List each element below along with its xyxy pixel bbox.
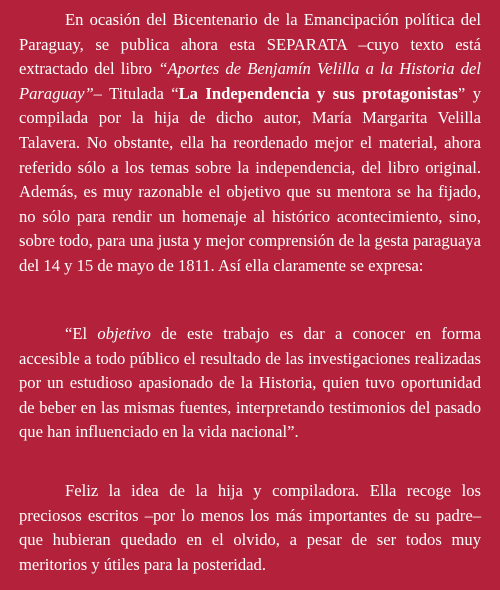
intro-text-b: – Titulada “ [93, 83, 179, 103]
closing-text: Feliz la idea de la hija y compiladora. Ella recoge los preciosos escritos –por lo menos los más importantes de su padre– que hubieran quedado en el olvido, a pesar de ser todos muy meritorios y útiles para la posteridad. [19, 481, 481, 574]
closing-paragraph [19, 479, 481, 577]
quote-text-b: de este trabajo es dar a conocer en forma accesible a todo público el resultado de las investigaciones realizadas por un estudioso apasionado de la Historia, quien tuvo oportunidad de beber en las mismas fuentes, interpretando testimonios del pasado que han influenciado en la vida nacional”. [19, 324, 481, 442]
quote-text-a: “El [65, 324, 98, 343]
book-title: “Aportes de Benjamín Velilla a la Historia del Paraguay” [19, 59, 481, 103]
objective-emphasis: objetivo [97, 324, 151, 343]
introduction-paragraph [19, 8, 481, 279]
intro-text-a: En ocasión del Bicentenario de la Emancipación política del Paraguay, se publica ahora esta SEPARATA –cuyo texto está extractado del libro [19, 10, 481, 79]
quoted-objective-paragraph [19, 322, 481, 445]
intro-text-c: ” y compilada por la hija de dicho autor, María Margarita Velilla Talavera. No obstante, ella ha reordenado mejor el material, ahora referido sólo a los temas sobre la independencia, del libro original. Además, es muy razonable el objetivo que su mentora se ha fijado, no sólo para rendir un homenaje al histórico acontecimiento, sino, sobre todo, para una justa y mejor comprensión de la gesta paraguaya del 14 y 15 de mayo de 1811. Así ella claramente se expresa: [19, 83, 481, 275]
section-title: La Independencia y sus protagonistas [178, 83, 458, 103]
